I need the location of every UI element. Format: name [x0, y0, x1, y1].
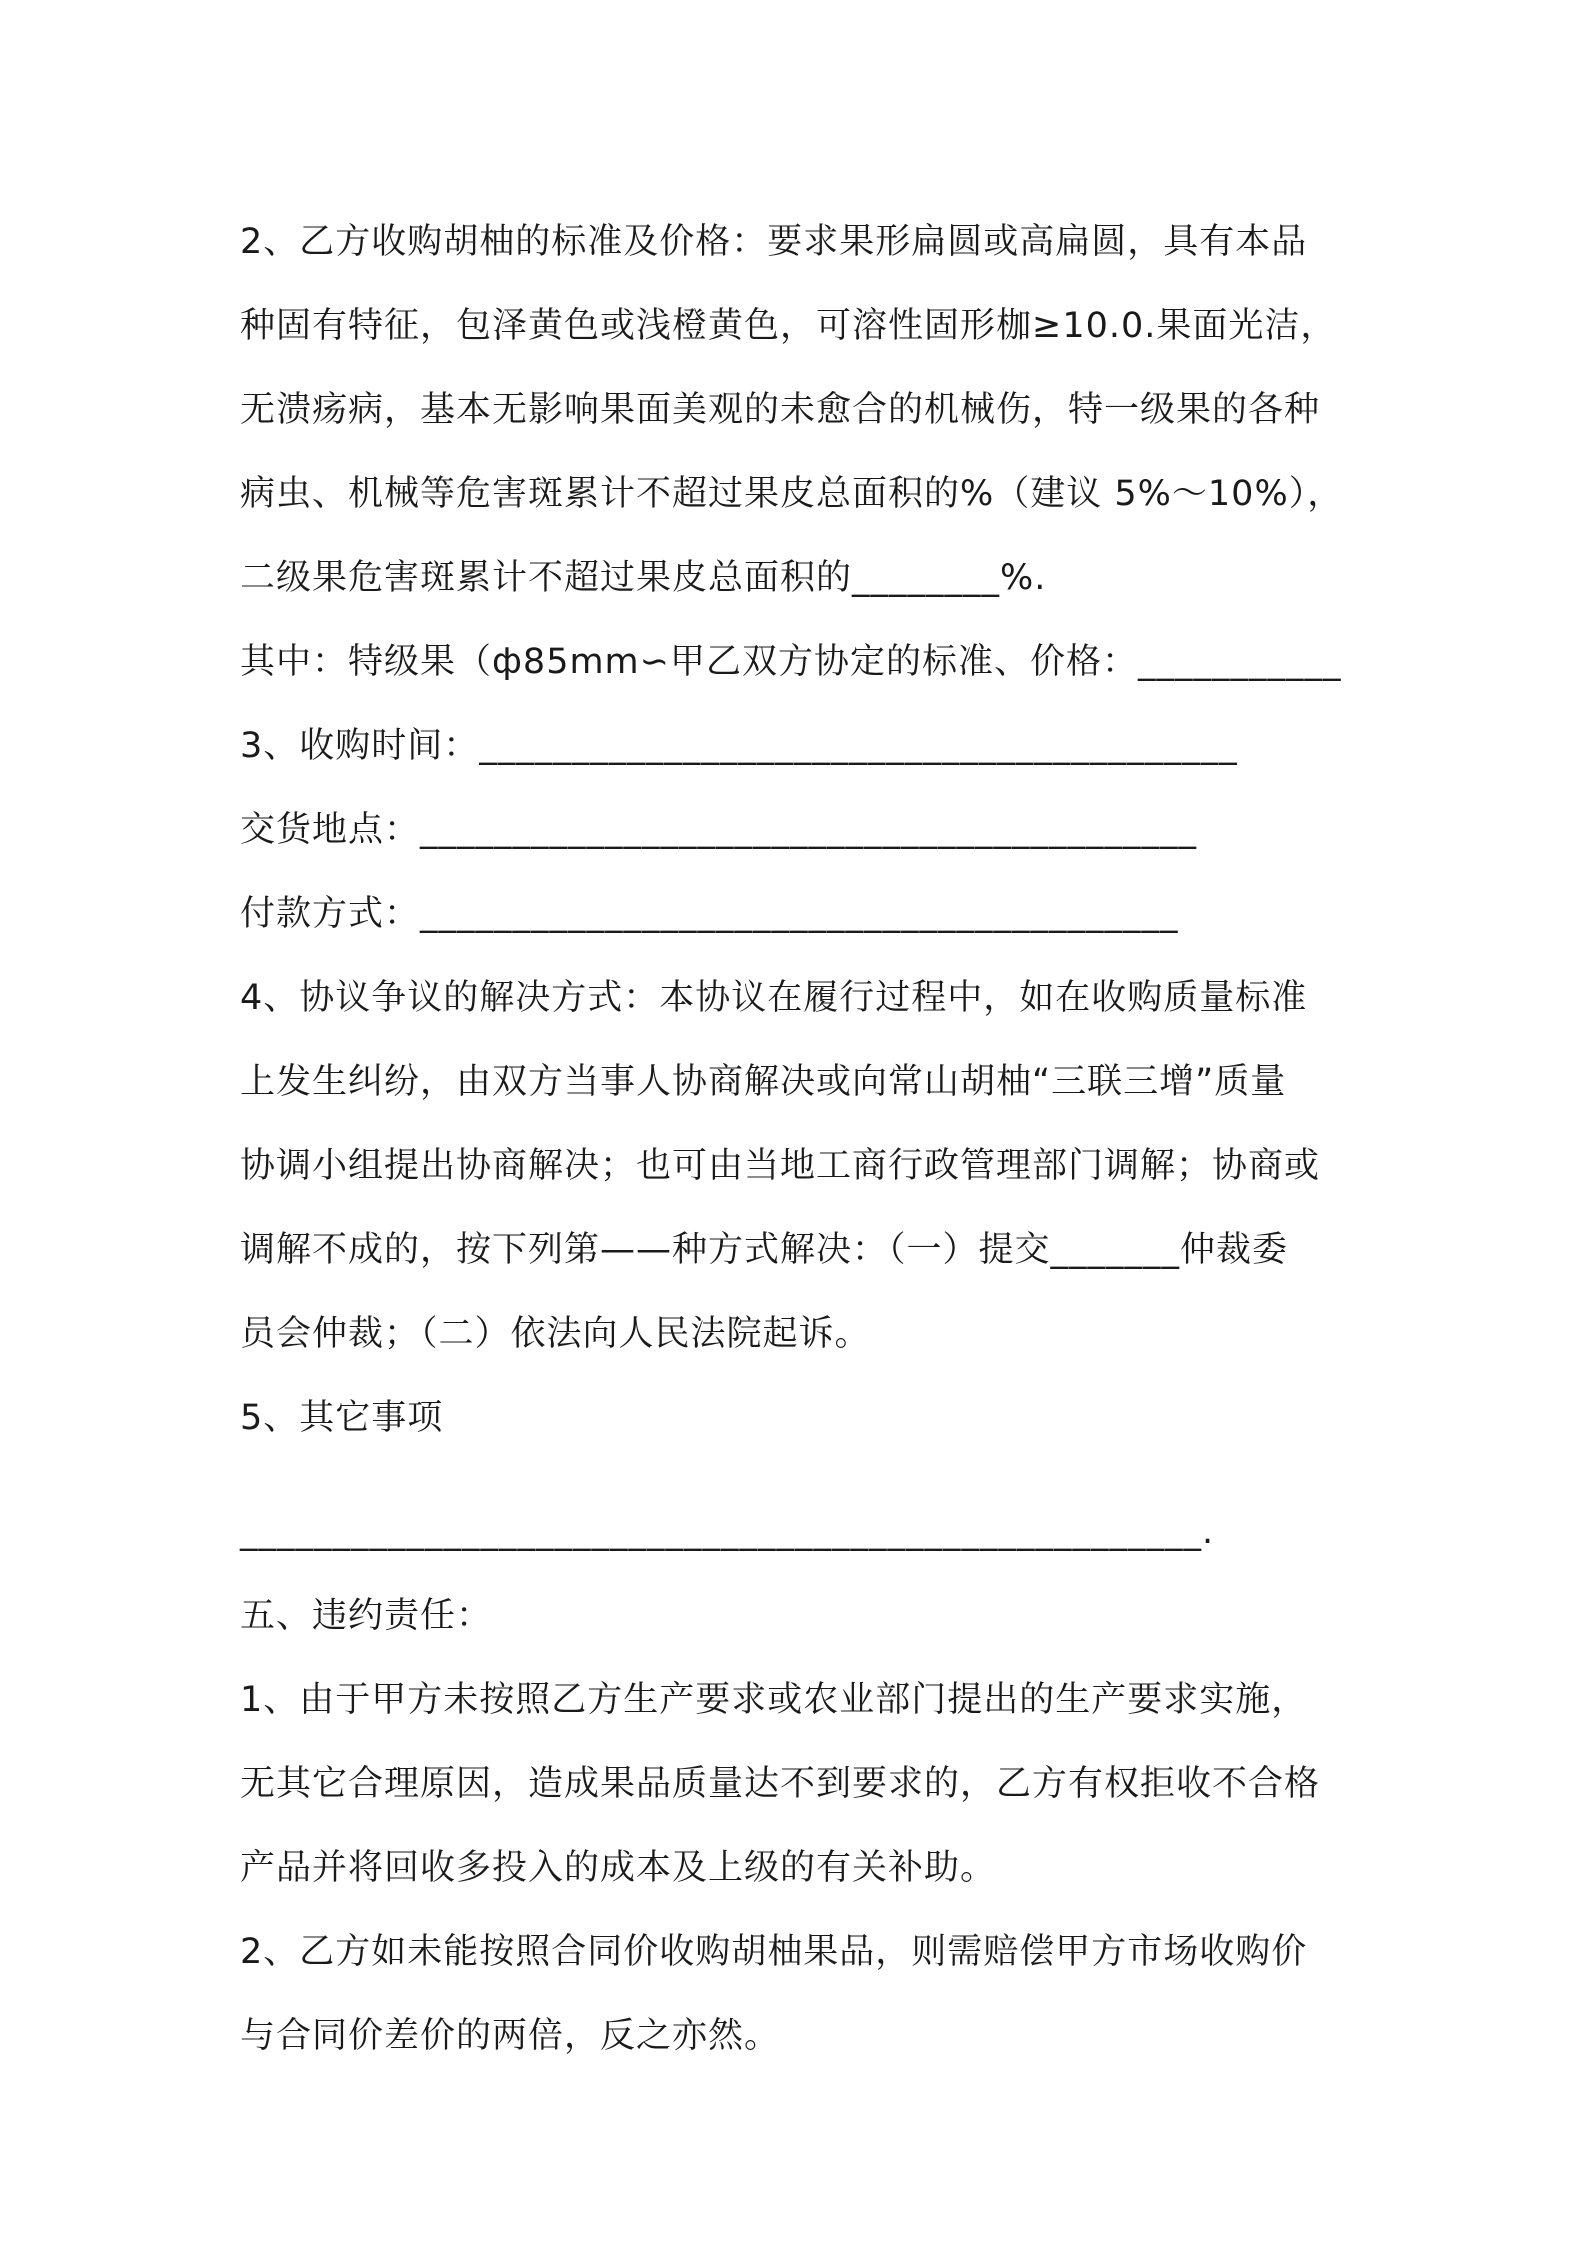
- clause-4-line-1: 4、协议争议的解决方式：本协议在履行过程中，如在收购质量标准: [240, 978, 1308, 1018]
- clause-3-purchase-time: 3、收购时间：_________________________________________: [240, 726, 1238, 766]
- clause-5-heading: 5、其它事项: [240, 1398, 444, 1438]
- delivery-location: 交货地点：__________________________________________: [240, 810, 1198, 850]
- clause-4-line-4: 调解不成的，按下列第——种方式解决：（一）提交_______仲裁委: [240, 1230, 1289, 1270]
- clause-4-line-5: 员会仲裁；（二）依法向人民法院起诉。: [240, 1314, 871, 1354]
- liability-1-line-1: 1、由于甲方未按照乙方生产要求或农业部门提出的生产要求实施，: [240, 1680, 1308, 1720]
- payment-method: 付款方式：_________________________________________: [240, 894, 1179, 934]
- liability-1-line-3: 产品并将回收多投入的成本及上级的有关补助。: [240, 1848, 997, 1888]
- section-5-heading: 五、违约责任：: [240, 1596, 493, 1636]
- document-body: [240, 200, 1370, 2078]
- clause-4-line-2: 上发生纠纷，由双方当事人协商解决或向常山胡柚“三联三增”质量: [240, 1062, 1287, 1102]
- liability-2-line-2: 与合同价差价的两倍，反之亦然。: [240, 2016, 781, 2056]
- clause-2-line-3: 无溃疡病，基本无影响果面美观的未愈合的机械伤，特一级果的各种: [240, 390, 1321, 430]
- clause-2-line-4: 病虫、机械等危害斑累计不超过果皮总面积的%（建议 5%～10%），: [240, 474, 1344, 514]
- clause-5-blank: ____________________________________________________.: [240, 1512, 1215, 1552]
- liability-2-line-1: 2、乙方如未能按照合同价收购胡柚果品，则需赔偿甲方市场收购价: [240, 1932, 1308, 1972]
- clause-4-line-3: 协调小组提出协商解决；也可由当地工商行政管理部门调解；协商或: [240, 1146, 1321, 1186]
- special-grade-line: 其中：特级果（ф85mm∽甲乙双方协定的标准、价格：___________: [240, 642, 1342, 682]
- liability-1-line-2: 无其它合理原因，造成果品质量达不到要求的，乙方有权拒收不合格: [240, 1764, 1321, 1804]
- clause-2-line-2: 种固有特征，包泽黄色或浅橙黄色，可溶性固形枷≥10.0.果面光洁，: [240, 306, 1337, 346]
- clause-2-line-5: 二级果危害斑累计不超过果皮总面积的________%.: [240, 558, 1047, 598]
- clause-2-line-1: 2、乙方收购胡柚的标准及价格：要求果形扁圆或高扁圆，具有本品: [240, 222, 1308, 262]
